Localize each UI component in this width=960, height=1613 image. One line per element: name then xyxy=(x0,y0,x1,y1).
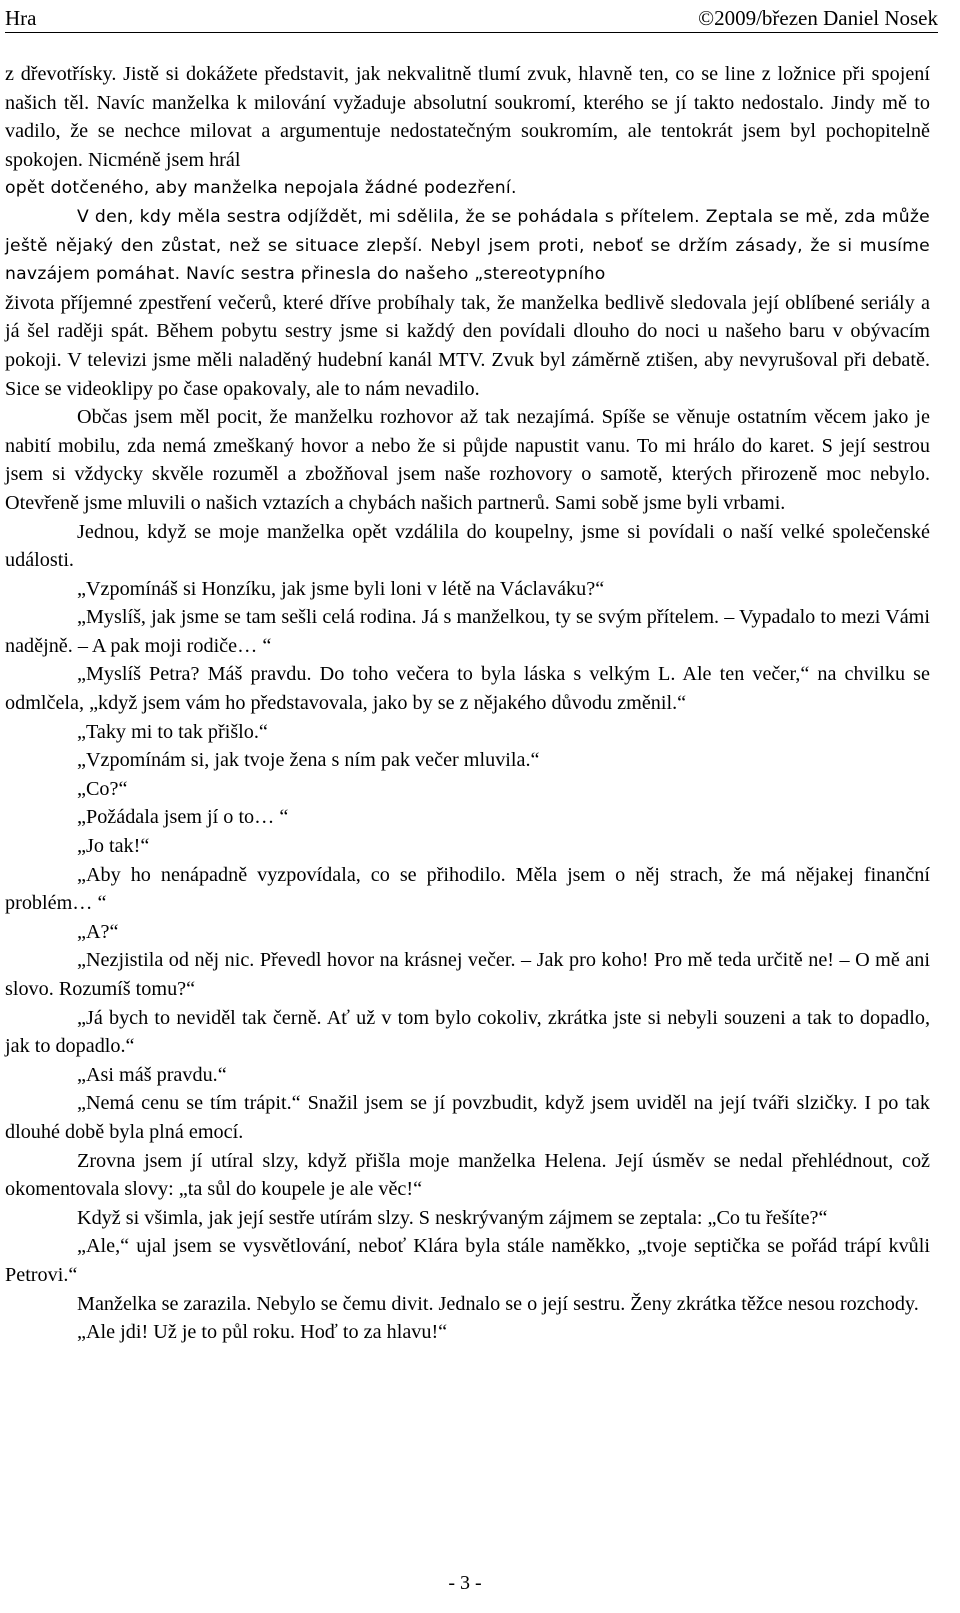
paragraph: „Asi máš pravdu.“ xyxy=(77,1063,227,1086)
paragraph: „Vzpomínáš si Honzíku, jak jsme byli loni v létě na Václaváku?“ xyxy=(77,577,605,600)
paragraph: „Aby ho nenápadně vyzpovídala, co se přihodilo. Měla jsem o něj strach, že má nějakej finanční problém… “ xyxy=(5,863,930,915)
paragraph: z dřevotřísky. Jistě si dokážete představit, jak nekvalitně tlumí zvuk, hlavně ten, co se line z ložnice při spojení našich těl. Navíc manželka k milování vyžaduje absolutní soukromí, kterého se jí takto nedostalo. Jindy mě to vadilo, že se nechce milovat a argumentuje nedostatečným soukromím, ale tentokrát jsem byl pochopitelně spokojen. Nicméně jsem hrál xyxy=(5,63,930,171)
paragraph: „Myslíš Petra? Máš pravdu. Do toho večera to byla láska s velkým L. Ale ten večer,“ na chvilku se odmlčela, „když jsem vám ho představovala, jako by se z nějakého důvodu změnil.“ xyxy=(5,663,930,715)
paragraph: Občas jsem měl pocit, že manželku rozhovor až tak nezajímá. Spíše se věnuje ostatním věcem jako je nabití mobilu, zda nemá zmeškaný hovor a nebo že si půjde napustit vanu. To mi hrálo do karet. S její sestrou jsem si vždycky skvěle rozuměl a zbožňoval jsem naše rozhovory o samotě, kterých přirozeně moc nebylo. Otevřeně jsme mluvili o našich vztazích a chybách našich partnerů. Sami sobě jsme byli vrbami. xyxy=(5,406,930,514)
paragraph: „Ale,“ ujal jsem se vysvětlování, neboť Klára byla stále naměkko, „tvoje septička se pořád trápí kvůli Petrovi.“ xyxy=(5,1235,930,1286)
paragraph: V den, kdy měla sestra odjíždět, mi sdělila, že se pohádala s přítelem. Zeptala se mě, zda může ještě nějaký den zůstat, než se situace zlepší. Nebyl jsem proti, neboť se držím zásady, že si musíme navzájem pomáhat. Navíc sestra přinesla do našeho „stereotypního xyxy=(5,206,930,285)
paragraph: Manželka se zarazila. Nebylo se čemu divit. Jednalo se o její sestru. Ženy zkrátka těžce nesou rozchody. xyxy=(77,1292,919,1315)
paragraph: „Vzpomínám si, jak tvoje žena s ním pak večer mluvila.“ xyxy=(77,749,540,772)
paragraph: „Jo tak!“ xyxy=(77,835,150,858)
paragraph: „Nemá cenu se tím trápit.“ Snažil jsem se jí povzbudit, když jsem uviděl na její tváři slzičky. I po tak dlouhé době byla plná emocí. xyxy=(5,1092,930,1143)
document-title: Hra xyxy=(5,6,37,30)
paragraph: Zrovna jsem jí utíral slzy, když přišla moje manželka Helena. Její úsměv se nedal přehlédnout, což okomentovala slovy: „ta sůl do koupele je ale věc!“ xyxy=(5,1149,930,1201)
paragraph: „Myslíš, jak jsme se tam sešli celá rodina. Já s manželkou, ty se svým přítelem. – Vypadalo to mezi Vámi nadějně. – A pak moji rodiče… “ xyxy=(5,606,930,657)
paragraph: života příjemné zpestření večerů, které dříve probíhaly tak, že manželka bedlivě sledovala její oblíbené seriály a já šel raději spát. Během pobytu sestry jsme si každý den povídali dlouho do noci u našeho baru v obývacím pokoji. V televizi jsme měli naladěný hudební kanál MTV. Zvuk byl záměrně ztišen, aby nevyrušoval při debatě. Sice se videoklipy po čase opakovaly, ale to nám nevadilo. xyxy=(5,291,930,400)
paragraph: „Požádala jsem jí o to… “ xyxy=(77,806,289,829)
page-header xyxy=(5,2,938,33)
document-body xyxy=(5,60,930,1347)
paragraph: „Taky mi to tak přišlo.“ xyxy=(77,720,268,743)
paragraph: Jednou, když se moje manželka opět vzdálila do koupelny, jsme si povídali o naší velké společenské události. xyxy=(5,520,930,572)
page-number: - 3 - xyxy=(448,1572,482,1594)
paragraph: „Já bych to neviděl tak černě. Ať už v tom bylo cokoliv, zkrátka jste si nebyli souzeni a tak to dopadlo, jak to dopadlo.“ xyxy=(5,1006,930,1058)
paragraph: „Co?“ xyxy=(77,777,128,800)
paragraph: Když si všimla, jak její sestře utírám slzy. S neskrývaným zájmem se zeptala: „Co tu řešíte?“ xyxy=(77,1206,828,1229)
paragraph: „Nezjistila od něj nic. Převedl hovor na krásnej večer. – Jak pro koho! Pro mě teda určitě ne! – O mě ani slovo. Rozumíš tomu?“ xyxy=(5,949,930,1000)
copyright-notice: ©2009/březen Daniel Nosek xyxy=(698,6,938,30)
paragraph: „A?“ xyxy=(77,920,119,943)
paragraph: „Ale jdi! Už je to půl roku. Hoď to za hlavu!“ xyxy=(77,1321,448,1344)
paragraph: opět dotčeného, aby manželka nepojala žádné podezření. xyxy=(5,178,517,199)
